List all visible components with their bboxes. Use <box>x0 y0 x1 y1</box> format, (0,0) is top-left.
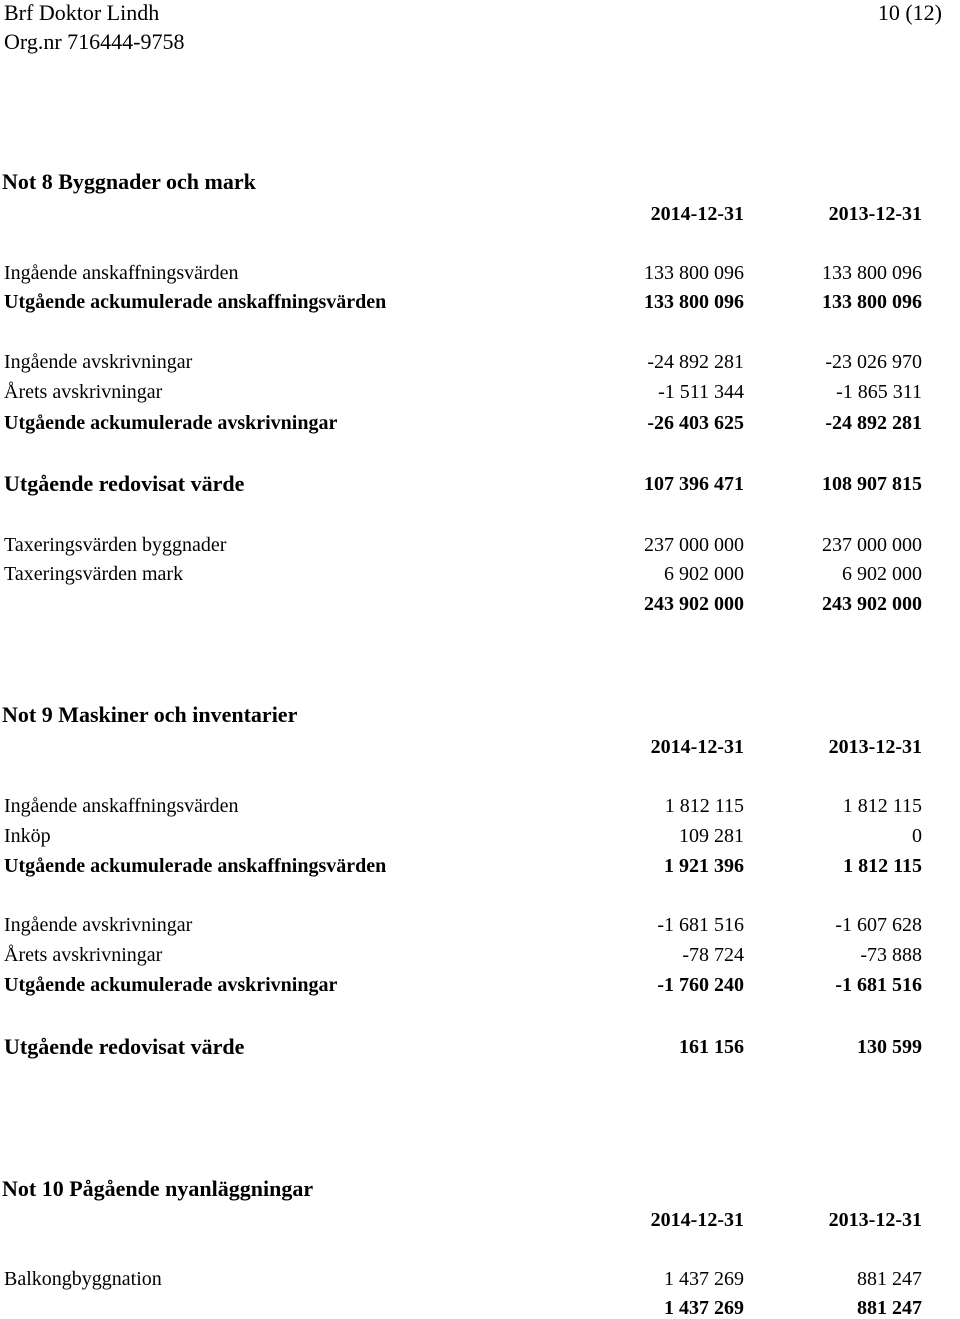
note8-row-label: Ingående anskaffningsvärden <box>4 262 239 284</box>
note8-row-label: Ingående avskrivningar <box>4 351 193 373</box>
note9-col1-header: 2014-12-31 <box>650 736 744 758</box>
note8-row-value-2014: 237 000 000 <box>644 534 744 556</box>
note8-total-2013: 243 902 000 <box>822 593 922 615</box>
note10-col1-header: 2014-12-31 <box>650 1209 744 1231</box>
note8-row-value-2013: 133 800 096 <box>822 291 922 313</box>
note9-row-label: Ingående avskrivningar <box>4 914 193 936</box>
note8-row-label: Taxeringsvärden mark <box>4 563 184 585</box>
note8-row-value-2014: 6 902 000 <box>664 563 744 585</box>
note9-row-label: Årets avskrivningar <box>4 944 163 966</box>
note8-row-value-2014: 107 396 471 <box>644 473 744 495</box>
note8-row-value-2014: 133 800 096 <box>644 291 744 313</box>
note8-row-label: Utgående redovisat värde <box>4 471 245 496</box>
note9-row-value-2013: 0 <box>912 825 922 847</box>
note9-row-value-2013: -1 607 628 <box>835 914 922 936</box>
note9-row-value-2013: 1 812 115 <box>842 795 922 817</box>
note8-row-value-2013: -24 892 281 <box>825 412 922 434</box>
note8-row-label: Årets avskrivningar <box>4 381 163 403</box>
note8-total-2014: 243 902 000 <box>644 593 744 615</box>
note9-row-value-2013: 1 812 115 <box>843 855 922 877</box>
note8-row-value-2014: -1 511 344 <box>658 381 744 403</box>
note9-row-value-2014: 1 921 396 <box>664 855 744 877</box>
note8-col1-header: 2014-12-31 <box>650 203 744 225</box>
note8-row-value-2013: -1 865 311 <box>836 381 922 403</box>
note9-row-value-2014: 161 156 <box>679 1036 744 1058</box>
note9-row-label: Utgående ackumulerade avskrivningar <box>4 974 338 996</box>
page-number: 10 (12) <box>877 0 942 25</box>
note8-row-label: Utgående ackumulerade anskaffningsvärden <box>4 291 387 313</box>
note8-row-value-2014: -24 892 281 <box>647 351 744 373</box>
note10-row-value-2014: 1 437 269 <box>664 1268 744 1290</box>
note9-row-value-2013: -1 681 516 <box>835 974 922 996</box>
note8-row-label: Utgående ackumulerade avskrivningar <box>4 412 338 434</box>
note8-row-value-2014: 133 800 096 <box>644 262 744 284</box>
note8-row-value-2014: -26 403 625 <box>647 412 744 434</box>
note9-row-value-2014: -1 681 516 <box>657 914 744 936</box>
note8-col2-header: 2013-12-31 <box>828 203 922 225</box>
note9-row-label: Utgående redovisat värde <box>4 1034 245 1059</box>
note8-row-value-2013: 6 902 000 <box>842 563 922 585</box>
note8-row-label: Taxeringsvärden byggnader <box>4 534 227 556</box>
note8-title: Not 8 Byggnader och mark <box>2 169 256 194</box>
note10-col2-header: 2013-12-31 <box>828 1209 922 1231</box>
note10-total-2014: 1 437 269 <box>664 1297 744 1319</box>
note9-row-value-2014: 109 281 <box>679 825 744 847</box>
note9-col2-header: 2013-12-31 <box>828 736 922 758</box>
note10-total-2013: 881 247 <box>857 1297 922 1319</box>
note8-row-value-2013: -23 026 970 <box>825 351 922 373</box>
note10-row-label: Balkongbyggnation <box>4 1268 162 1290</box>
note9-row-value-2013: 130 599 <box>857 1036 922 1058</box>
note9-row-value-2014: -1 760 240 <box>657 974 744 996</box>
note9-row-label: Utgående ackumulerade anskaffningsvärden <box>4 855 387 877</box>
note9-title: Not 9 Maskiner och inventarier <box>2 702 298 727</box>
note9-row-value-2013: -73 888 <box>860 944 922 966</box>
org-number: Org.nr 716444-9758 <box>4 29 185 54</box>
note10-row-value-2013: 881 247 <box>857 1268 922 1290</box>
note8-row-value-2013: 237 000 000 <box>822 534 922 556</box>
company-name: Brf Doktor Lindh <box>4 0 160 25</box>
note9-row-label: Ingående anskaffningsvärden <box>4 795 239 817</box>
note9-row-value-2014: -78 724 <box>682 944 744 966</box>
note10-title: Not 10 Pågående nyanläggningar <box>2 1176 314 1201</box>
note9-row-label: Inköp <box>4 825 51 847</box>
note8-row-value-2013: 108 907 815 <box>822 473 922 495</box>
note9-row-value-2014: 1 812 115 <box>664 795 744 817</box>
note8-row-value-2013: 133 800 096 <box>822 262 922 284</box>
